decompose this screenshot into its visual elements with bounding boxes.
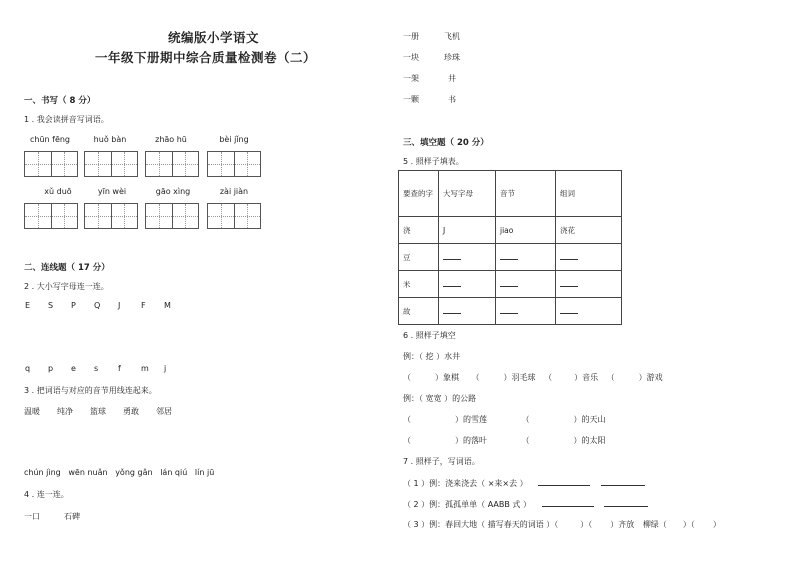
pinyin: zhāo hū <box>155 135 187 144</box>
blank-cell[interactable] <box>556 298 622 325</box>
letter[interactable]: m <box>141 364 149 373</box>
writing-grid[interactable] <box>145 151 199 177</box>
writing-grid[interactable] <box>207 151 261 177</box>
writing-grid[interactable] <box>24 151 78 177</box>
word[interactable]: 篮球 <box>90 407 106 416</box>
answer-line[interactable] <box>542 498 594 507</box>
q7-item-1: （ 1 ）例：浇来浇去（ ×来×去 ） <box>403 477 645 489</box>
table-cell: 浇花 <box>556 217 622 244</box>
letter[interactable]: S <box>48 301 54 310</box>
blank-cell[interactable] <box>439 244 496 271</box>
letter[interactable]: Q <box>94 301 101 310</box>
blank-cell[interactable] <box>439 298 496 325</box>
writing-grid[interactable] <box>84 203 138 229</box>
letter[interactable]: M <box>164 301 171 310</box>
example-1: 例：（ 挖 ）水井 <box>403 352 461 361</box>
answer-line[interactable] <box>601 477 645 486</box>
fill-row-2b: （ ）的落叶 （ ）的太阳 <box>403 436 606 445</box>
pinyin: chūn fēng <box>29 135 71 144</box>
table-header: 大写字母 <box>439 171 496 217</box>
question-7: 7 . 照样子，写词语。 <box>403 457 480 466</box>
letter[interactable]: s <box>94 364 99 373</box>
blank-cell[interactable] <box>496 271 556 298</box>
blank-cell[interactable] <box>556 271 622 298</box>
letter[interactable]: e <box>71 364 76 373</box>
table-cell: 故 <box>399 298 439 325</box>
section2-heading: 二、连线题（ 17 分） <box>24 263 110 273</box>
blank-cell[interactable] <box>496 298 556 325</box>
question-3: 3 . 把词语与对应的音节用线连起来。 <box>24 386 157 395</box>
match-left[interactable]: 一颗 <box>403 95 419 104</box>
letter[interactable]: j <box>164 364 167 373</box>
match-left[interactable]: 一册 <box>403 32 419 41</box>
table-cell: 米 <box>399 271 439 298</box>
writing-grid[interactable] <box>84 151 138 177</box>
table-header: 组词 <box>556 171 622 217</box>
answer-line[interactable] <box>604 498 648 507</box>
letter[interactable]: f <box>118 364 121 373</box>
pinyin: yīn wèi <box>97 187 127 196</box>
writing-grid[interactable] <box>145 203 199 229</box>
q7-item-3: （ 3 ）例：春回大地（ 描写春天的词语 ）（ ）（ ）齐放 柳绿（ ）（ ） <box>403 520 721 529</box>
match-right[interactable]: 书 <box>448 95 456 104</box>
table-header: 要查的字 <box>399 171 439 217</box>
match-right[interactable]: 石碑 <box>64 512 80 521</box>
letter[interactable]: F <box>141 301 146 310</box>
answer-line[interactable] <box>538 477 590 486</box>
pinyin: zài jiàn <box>219 187 249 196</box>
match-left[interactable]: 一块 <box>403 53 419 62</box>
writing-grid[interactable] <box>24 203 78 229</box>
section1-heading: 一、书写（ 8 分） <box>24 96 96 106</box>
fill-table <box>398 170 622 325</box>
question-5: 5 . 照样子填表。 <box>403 157 464 166</box>
question-4: 4 . 连一连。 <box>24 490 69 499</box>
table-cell: jiao <box>496 217 556 244</box>
table-cell: J <box>439 217 496 244</box>
question-2: 2 . 大小写字母连一连。 <box>24 282 109 291</box>
example-2: 例：（ 宽宽 ）的公路 <box>403 394 477 403</box>
table-header: 音节 <box>496 171 556 217</box>
question-6: 6 . 照样子填空 <box>403 331 456 340</box>
fill-row-2a: （ ）的雪莲 （ ）的天山 <box>403 415 606 424</box>
word[interactable]: 温暖 <box>24 407 40 416</box>
word[interactable]: 勇敢 <box>123 407 139 416</box>
pinyin: gāo xìng <box>155 187 191 196</box>
match-right[interactable]: 珍珠 <box>444 53 460 62</box>
letter[interactable]: E <box>25 301 31 310</box>
table-cell: 豆 <box>399 244 439 271</box>
table-cell: 浇 <box>399 217 439 244</box>
word[interactable]: 纯净 <box>57 407 73 416</box>
blank-cell[interactable] <box>556 244 622 271</box>
section3-heading: 三、填空题（ 20 分） <box>403 138 489 148</box>
question-1: 1 . 我会读拼音写词语。 <box>24 115 109 124</box>
match-left[interactable]: 一口 <box>24 512 40 521</box>
pinyin-line: chún jìng wēn nuǎn yǒng gǎn lán qiú lín jū <box>24 468 215 477</box>
word[interactable]: 邻居 <box>156 407 172 416</box>
letter[interactable]: J <box>118 301 121 310</box>
pinyin: bèi jǐng <box>219 135 249 144</box>
match-right[interactable]: 飞机 <box>444 32 460 41</box>
fill-row-1: （ ）象棋 （ ）羽毛球 （ ）音乐 （ ）游戏 <box>403 373 663 382</box>
match-left[interactable]: 一架 <box>403 74 419 83</box>
title-line1: 统编版小学语文 <box>168 30 260 45</box>
blank-cell[interactable] <box>496 244 556 271</box>
title-line2: 一年级下册期中综合质量检测卷（二） <box>95 50 317 65</box>
letter[interactable]: p <box>48 364 54 373</box>
writing-grid[interactable] <box>207 203 261 229</box>
letter[interactable]: P <box>71 301 76 310</box>
pinyin: xǔ duō <box>44 187 72 196</box>
pinyin: huǒ bàn <box>93 135 127 144</box>
q7-item-2: （ 2 ）例：孤孤单单（ AABB 式 ） <box>403 498 648 510</box>
match-right[interactable]: 井 <box>448 74 456 83</box>
blank-cell[interactable] <box>439 271 496 298</box>
letter[interactable]: q <box>25 364 31 373</box>
